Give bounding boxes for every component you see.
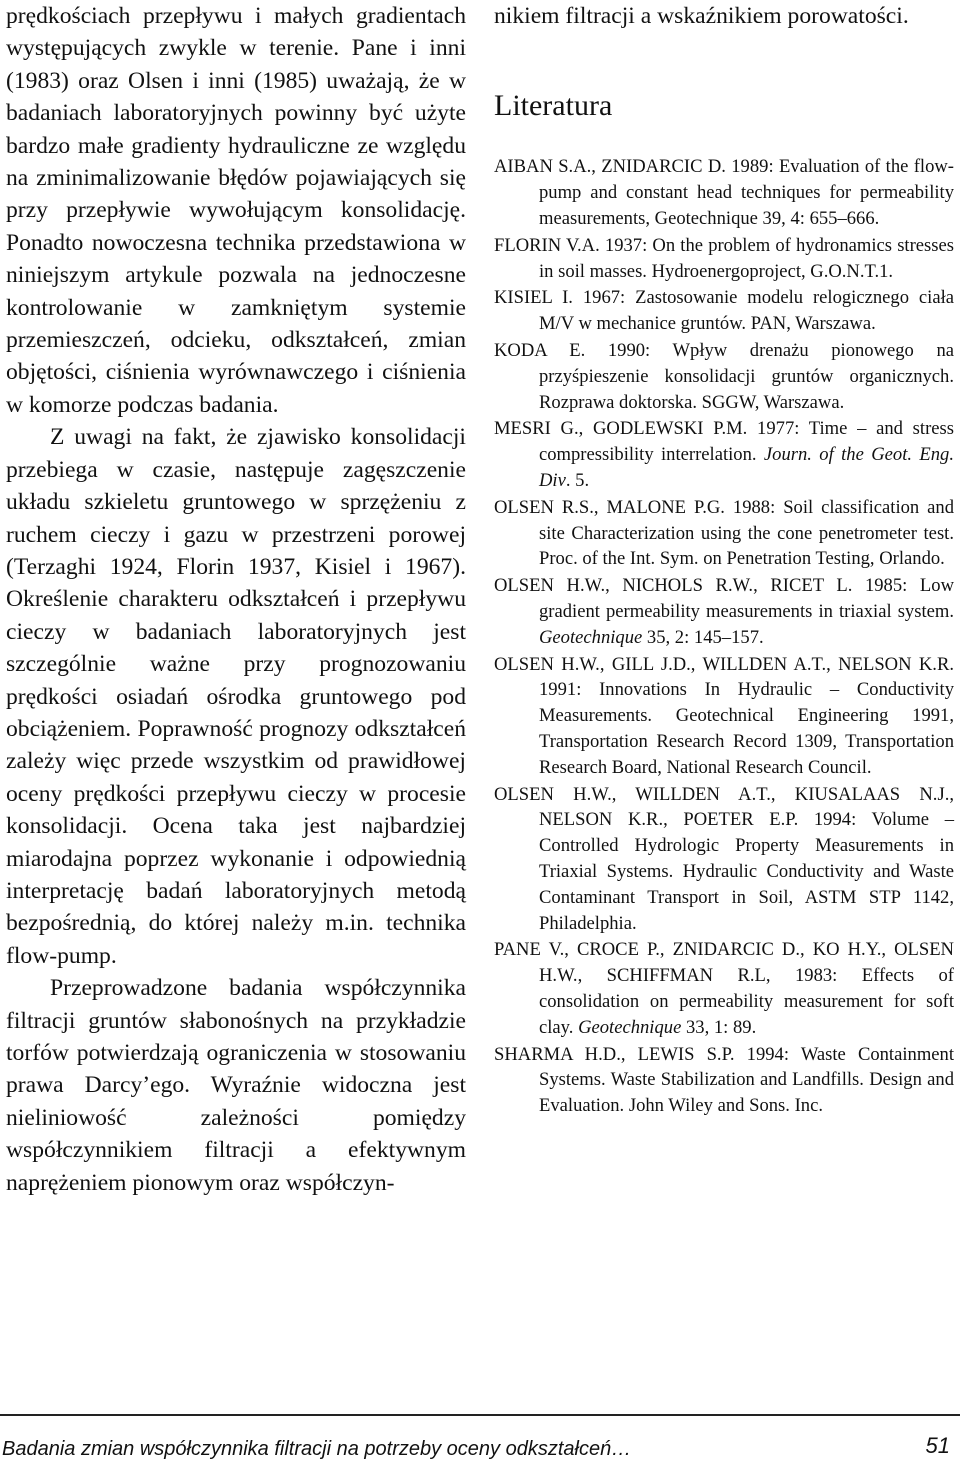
reference-tail: 33, 1: 89.	[681, 1016, 757, 1038]
reference-item	[494, 782, 954, 937]
paragraph-consolidation: Z uwagi na fakt, że zjawisko konsolidacji przebiega w czasie, następuje zagęszczenie układu szkieletu gruntowego w sprzężeniu z ruchem cieczy i gazu w przestrzeni porowej (Terzaghi 1924, Florin 1937, Kisiel i 1967). Określenie charakteru odkształceń i przepływu cieczy w badaniach laboratoryjnych jest szczególnie ważne przy prognozowaniu prędkości osiadań ośrodka gruntowego pod obciążeniem. Poprawność prognozy odkształceń zależy więc przede wszystkim od prawidłowej oceny prędkości przepływu cieczy w procesie konsolidacji. Ocena taka jest najbardziej miarodajna poprzez wykonanie i odpowiednią interpretację badań laboratoryjnych metodą bezpośrednią, do której należy m.in. technika flow-pump.	[6, 424, 466, 969]
reference-tail: 35, 2: 145–157.	[642, 626, 764, 648]
right-column	[494, 0, 954, 1119]
reference-tail: . 5.	[565, 469, 590, 491]
reference-text: KODA E. 1990: Wpływ drenażu pionowego na przyśpieszenie konsolidacji gruntów organicznych. Rozprawa doktorska. SGGW, Warszawa.	[494, 339, 954, 413]
page-number: 51	[925, 1433, 950, 1458]
reference-item	[494, 416, 954, 493]
reference-journal: Geotechnique	[539, 626, 643, 648]
reference-item	[494, 285, 954, 337]
references-heading: Literatura	[494, 89, 613, 123]
reference-text: FLORIN V.A. 1937: On the problem of hydronamics stresses in soil masses. Hydroenergoproject, G.O.N.T.1.	[494, 234, 954, 282]
reference-item	[494, 573, 954, 650]
left-column	[6, 0, 466, 1199]
reference-item	[494, 233, 954, 285]
reference-text: OLSEN H.W., WILLDEN A.T., KIUSALAAS N.J., NELSON K.R., POETER E.P. 1994: Volume – Controlled Hydrologic Property Measurements in Triaxial Systems. Hydraulic Conductivity and Waste Contaminant Transport in Soil, ASTM STP 1142, Philadelphia.	[494, 783, 954, 934]
running-footer-title: Badania zmian współczynnika filtracji na potrzeby oceny odkształceń…	[2, 1438, 632, 1460]
paragraph-continuation-right: nikiem filtracji a wskaźnikiem porowatości.	[494, 3, 909, 29]
paragraph-continuation: prędkościach przepływu i małych gradientach występujących zwykle w terenie. Pane i inni (1983) oraz Olsen i inni (1985) uważają, że w badaniach laboratoryjnych powinny być użyte bardzo małe gradienty hydrauliczne ze względu na zminimalizowanie błędów pojawiających się przy przepływie wywołującym konsolidację. Ponadto nowoczesna technika przedstawiona w niniejszym artykule pozwala na jednoczesne kontrolowanie w zamkniętym systemie przemieszczeń, odcieku, odkształceń, zmian objętości, ciśnienia wyrównawczego i ciśnienia w komorze podczas badania.	[6, 3, 466, 418]
reference-text: OLSEN H.W., NICHOLS R.W., RICET L. 1985: Low gradient permeability measurements in triaxial system.	[494, 575, 954, 622]
reference-journal: Geotechnique	[578, 1016, 682, 1038]
reference-text: KISIEL I. 1967: Zastosowanie modelu relogicznego ciała M/V w mechanice gruntów. PAN, Warszawa.	[494, 287, 954, 335]
reference-item	[494, 937, 954, 1040]
reference-text: MESRI G., GODLEWSKI P.M. 1977: Time – and stress compressibility interrelation.	[494, 418, 954, 466]
paragraph-conclusions: Przeprowadzone badania współczynnika filtracji gruntów słabonośnych na przykładzie torfów potwierdzają ograniczenia w stosowaniu prawa Darcy’ego. Wyraźnie widoczna jest nieliniowość zależności pomiędzy współczynnikiem filtracji a efektywnym naprężeniem pionowym oraz współczyn-	[6, 975, 466, 1196]
footer-divider	[0, 1414, 960, 1416]
reference-text: OLSEN H.W., GILL J.D., WILLDEN A.T., NELSON K.R. 1991: Innovations In Hydraulic – Conductivity Measurements. Geotechnical Engineering 1991, Transportation Research Record 1309, Transportation Research Board, National Research Council.	[494, 653, 954, 778]
reference-item	[494, 652, 954, 781]
reference-item	[494, 495, 954, 572]
reference-text: AIBAN S.A., ZNIDARCIC D. 1989: Evaluation of the flow-pump and constant head techniques for permeability measurements, Geotechnique 39, 4: 655–666.	[494, 156, 954, 229]
reference-item	[494, 154, 954, 231]
reference-text: SHARMA H.D., LEWIS S.P. 1994: Waste Containment Systems. Waste Stabilization and Landfills. Design and Evaluation. John Wiley and Sons. Inc.	[494, 1043, 954, 1117]
reference-text: PANE V., CROCE P., ZNIDARCIC D., KO H.Y., OLSEN H.W., SCHIFFMAN R.L, 1983: Effects of consolidation on permeability measurement for soft clay.	[494, 939, 954, 1038]
reference-item	[494, 338, 954, 415]
reference-text: OLSEN R.S., MALONE P.G. 1988: Soil classification and site Characterization using the cone penetrometer test. Proc. of the Int. Sym. on Penetration Testing, Orlando.	[494, 496, 954, 570]
references-list	[494, 154, 954, 1118]
reference-item	[494, 1042, 954, 1119]
reference-journal: Journ. of the Geot. Eng. Div	[539, 444, 954, 491]
